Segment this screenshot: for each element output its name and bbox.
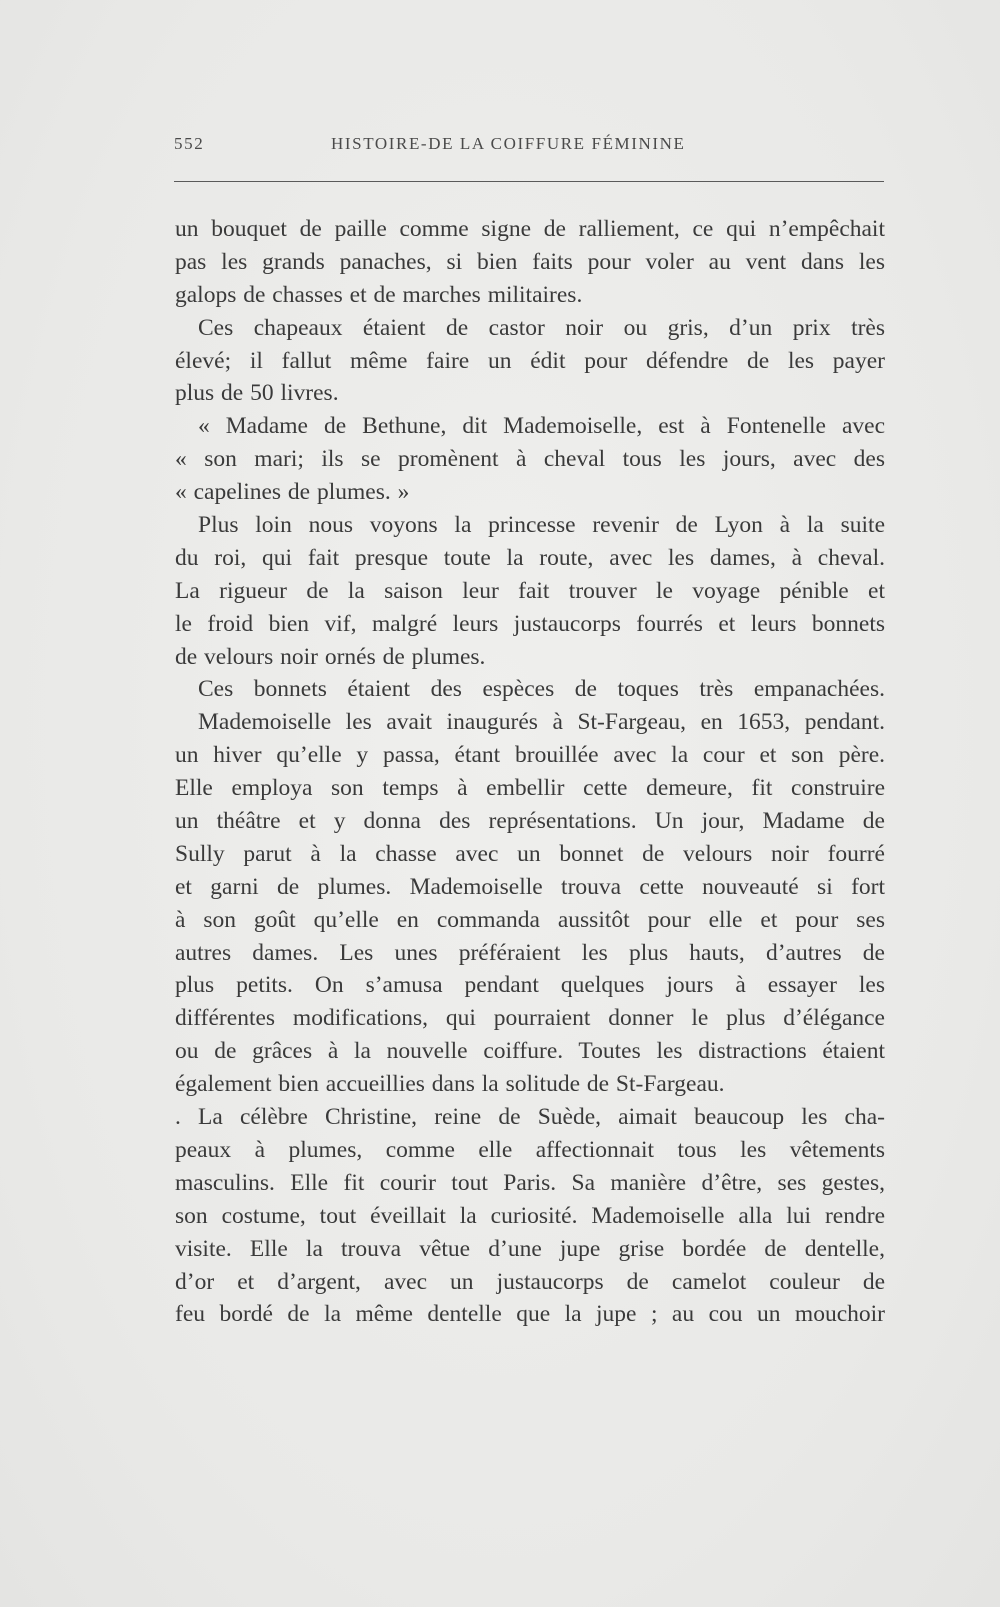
- text-line: Ces bonnets étaient des espèces de toques très empanachées.: [198, 676, 885, 703]
- text-line: élevé; il fallut même faire un édit pour défendre de les payer: [175, 347, 885, 374]
- text-line: Elle employa son temps à embellir cette demeure, fit construire: [175, 775, 885, 802]
- text-line: d’or et d’argent, avec un justaucorps de camelot couleur de: [175, 1268, 885, 1295]
- text-line: son costume, tout éveillait la curiosité. Mademoiselle alla lui rendre: [175, 1202, 885, 1229]
- running-title: HISTOIRE-DE LA COIFFURE FÉMININE: [331, 134, 686, 153]
- text-line: Plus loin nous voyons la princesse revenir de Lyon à la suite: [198, 512, 885, 539]
- text-line: et garni de plumes. Mademoiselle trouva cette nouveauté si fort: [175, 873, 885, 900]
- text-line: « capelines de plumes. »: [175, 479, 410, 506]
- text-line: à son goût qu’elle en commanda aussitôt pour elle et pour ses: [175, 906, 885, 933]
- text-line: La rigueur de la saison leur fait trouver le voyage pénible et: [175, 577, 885, 604]
- text-line: également bien accueillies dans la solitude de St-Fargeau.: [175, 1071, 725, 1098]
- page-number: 552: [174, 134, 205, 153]
- text-line: différentes modifications, qui pourraient donner le plus d’élégance: [175, 1005, 885, 1032]
- text-line: . La célèbre Christine, reine de Suède, aimait beaucoup les cha-: [175, 1104, 885, 1131]
- text-line: Sully parut à la chasse avec un bonnet de velours noir fourré: [175, 840, 885, 867]
- text-line: Mademoiselle les avait inaugurés à St-Fargeau, en 1653, pendant.: [198, 709, 885, 736]
- text-line: feu bordé de la même dentelle que la jupe ; au cou un mouchoir: [175, 1301, 885, 1328]
- text-line: un hiver qu’elle y passa, étant brouillée avec la cour et son père.: [175, 742, 885, 769]
- text-line: du roi, qui fait presque toute la route, avec les dames, à cheval.: [175, 544, 885, 571]
- text-line: pas les grands panaches, si bien faits pour voler au vent dans les: [175, 248, 885, 275]
- text-line: plus petits. On s’amusa pendant quelques jours à essayer les: [175, 972, 885, 999]
- text-line: autres dames. Les unes préféraient les plus hauts, d’autres de: [175, 939, 885, 966]
- text-line: « Madame de Bethune, dit Mademoiselle, est à Fontenelle avec: [198, 413, 885, 440]
- text-line: galops de chasses et de marches militaires.: [175, 281, 583, 308]
- text-line: peaux à plumes, comme elle affectionnait tous les vêtements: [175, 1136, 885, 1163]
- text-line: un théâtre et y donna des représentations. Un jour, Madame de: [175, 808, 885, 835]
- text-line: un bouquet de paille comme signe de ralliement, ce qui n’empêchait: [175, 216, 885, 242]
- text-line: visite. Elle la trouva vêtue d’une jupe grise bordée de dentelle,: [175, 1235, 885, 1262]
- body-text: [175, 213, 885, 1331]
- text-line: le froid bien vif, malgré leurs justaucorps fourrés et leurs bonnets: [175, 610, 885, 637]
- text-line: « son mari; ils se promènent à cheval tous les jours, avec des: [175, 446, 885, 473]
- text-line: Ces chapeaux étaient de castor noir ou gris, d’un prix très: [198, 314, 885, 341]
- text-line: de velours noir ornés de plumes.: [175, 643, 486, 670]
- header-rule: [174, 181, 884, 182]
- text-line: masculins. Elle fit courir tout Paris. Sa manière d’être, ses gestes,: [175, 1169, 885, 1196]
- text-line: plus de 50 livres.: [175, 380, 339, 407]
- page-header: [174, 134, 884, 162]
- text-line: ou de grâces à la nouvelle coiffure. Toutes les distractions étaient: [175, 1038, 885, 1065]
